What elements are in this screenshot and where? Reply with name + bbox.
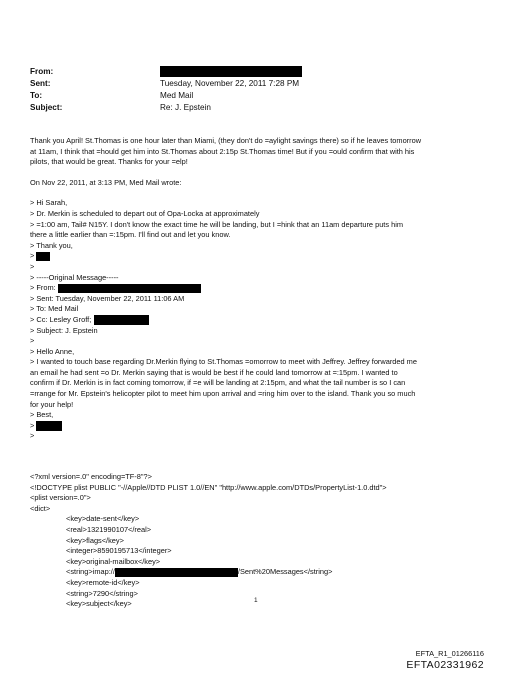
header-sent-row xyxy=(30,78,302,90)
quoted-line: > -----Original Message----- xyxy=(30,272,119,282)
subject-label: Subject: xyxy=(30,103,63,112)
header-subject-row xyxy=(30,102,302,114)
reply-line: Thank you April! St.Thomas is one hour later than Miami, (they don't do =aylight savings there) so if he leaves tomorrow xyxy=(30,136,422,145)
xml-line: <?xml version=.0" encoding=TF-8"?> xyxy=(30,472,152,481)
quoted-line: > I wanted to touch base regarding Dr.Merkin flying to St.Thomas =omorrow to meet with Jeffrey. Jeffrey forwarded me xyxy=(30,357,417,367)
header-to-row xyxy=(30,90,302,102)
quoted-line: there a little earlier than =:15pm. I'll find out and let you know. xyxy=(30,230,231,240)
quoted-line: > From: xyxy=(30,283,490,294)
header-from-row xyxy=(30,66,302,78)
xml-line: <string>7290</string> xyxy=(66,588,138,598)
xml-line: <key>date-sent</key> xyxy=(66,514,140,524)
quoted-line: > Best, xyxy=(30,410,54,420)
quoted-line: > To: Med Mail xyxy=(30,304,79,314)
quoted-line: > xyxy=(30,251,490,262)
redaction-bar xyxy=(36,252,50,261)
quoted-line: > Sent: Tuesday, November 22, 2011 11:06 AM xyxy=(30,293,185,303)
xml-line: <integer>8590195713</integer> xyxy=(66,546,172,556)
subject-value: Re: J. Epstein xyxy=(160,103,211,112)
xml-line: <key>remote-id</key> xyxy=(66,577,140,587)
redaction-bar xyxy=(58,284,201,293)
quoted-line: > Thank you, xyxy=(30,240,73,250)
redaction-bar xyxy=(94,315,149,325)
xml-line: <dict> xyxy=(30,503,51,513)
sent-label: Sent: xyxy=(30,79,51,88)
to-value: Med Mail xyxy=(160,91,194,100)
redaction-bar xyxy=(115,568,238,577)
sent-value: Tuesday, November 22, 2011 7:28 PM xyxy=(160,79,300,88)
quoted-line: > Dr. Merkin is scheduled to depart out of Opa-Locka at approximately xyxy=(30,208,260,218)
xml-line: <plist version=.0"> xyxy=(30,493,91,503)
quoted-line: > Hello Anne, xyxy=(30,346,75,356)
quoted-line: > Subject: J. Epstein xyxy=(30,325,98,335)
quoted-line: > xyxy=(30,431,35,441)
quoted-line: > xyxy=(30,421,490,432)
xml-line: <real>1321990107</real> xyxy=(66,524,152,534)
quoted-line: > =1:00 am, Tail# N15Y. I don't know the exact time he will be landing, but I =hink that an 11am departure puts him xyxy=(30,219,404,229)
footer-id-primary: EFTA_R1_01266116 xyxy=(415,649,484,658)
from-label: From: xyxy=(30,67,54,76)
quoted-line: > Hi Sarah, xyxy=(30,198,68,208)
footer-id-secondary: EFTA02331962 xyxy=(406,659,484,671)
email-header xyxy=(30,66,302,114)
quoted-line: an email he had sent =o Dr. Merkin saying that is would be best if he could land tomorrow at =:15pm. I wanted to xyxy=(30,367,398,377)
quote-intro: On Nov 22, 2011, at 3:13 PM, Med Mail wrote: xyxy=(30,177,182,187)
reply-line: pilots, that would be great. Thanks for your =elp! xyxy=(30,157,188,167)
xml-line: <!DOCTYPE plist PUBLIC "-//Apple//DTD PLIST 1.0//EN" "http://www.apple.com/DTDs/PropertyList-1.0.dtd"> xyxy=(30,482,387,492)
quoted-line: =rrange for Mr. Epstein's helicopter pilot to meet him upon arrival and =ring him over to the island. Thank you so much xyxy=(30,389,416,399)
quoted-line: > xyxy=(30,261,35,271)
redaction-bar xyxy=(36,421,62,431)
xml-line: <string>imap:// /Sent%20Messages</string> xyxy=(66,567,333,577)
quoted-line: confirm if Dr. Merkin is in fact coming tomorrow, if =e will be landing at 2:15pm, and what the tail number is so I can xyxy=(30,378,406,388)
quoted-line: > Cc: Lesley Groff; xyxy=(30,315,490,326)
xml-line: <key>subject</key> xyxy=(66,599,132,609)
email-body xyxy=(30,136,490,442)
plist-xml-block xyxy=(30,472,387,610)
page-number: 1 xyxy=(254,597,258,604)
reply-line: at 11am, I think that =hould get him into St.Thomas about 2:15p St.Thomas time! But if you =ould confirm that with his xyxy=(30,146,415,156)
quoted-line: > xyxy=(30,336,35,346)
quoted-line: for your help! xyxy=(30,399,74,409)
to-label: To: xyxy=(30,91,43,100)
xml-line: <key>original-mailbox</key> xyxy=(66,556,161,566)
redaction-bar xyxy=(160,66,302,77)
xml-line: <key>flags</key> xyxy=(66,535,124,545)
